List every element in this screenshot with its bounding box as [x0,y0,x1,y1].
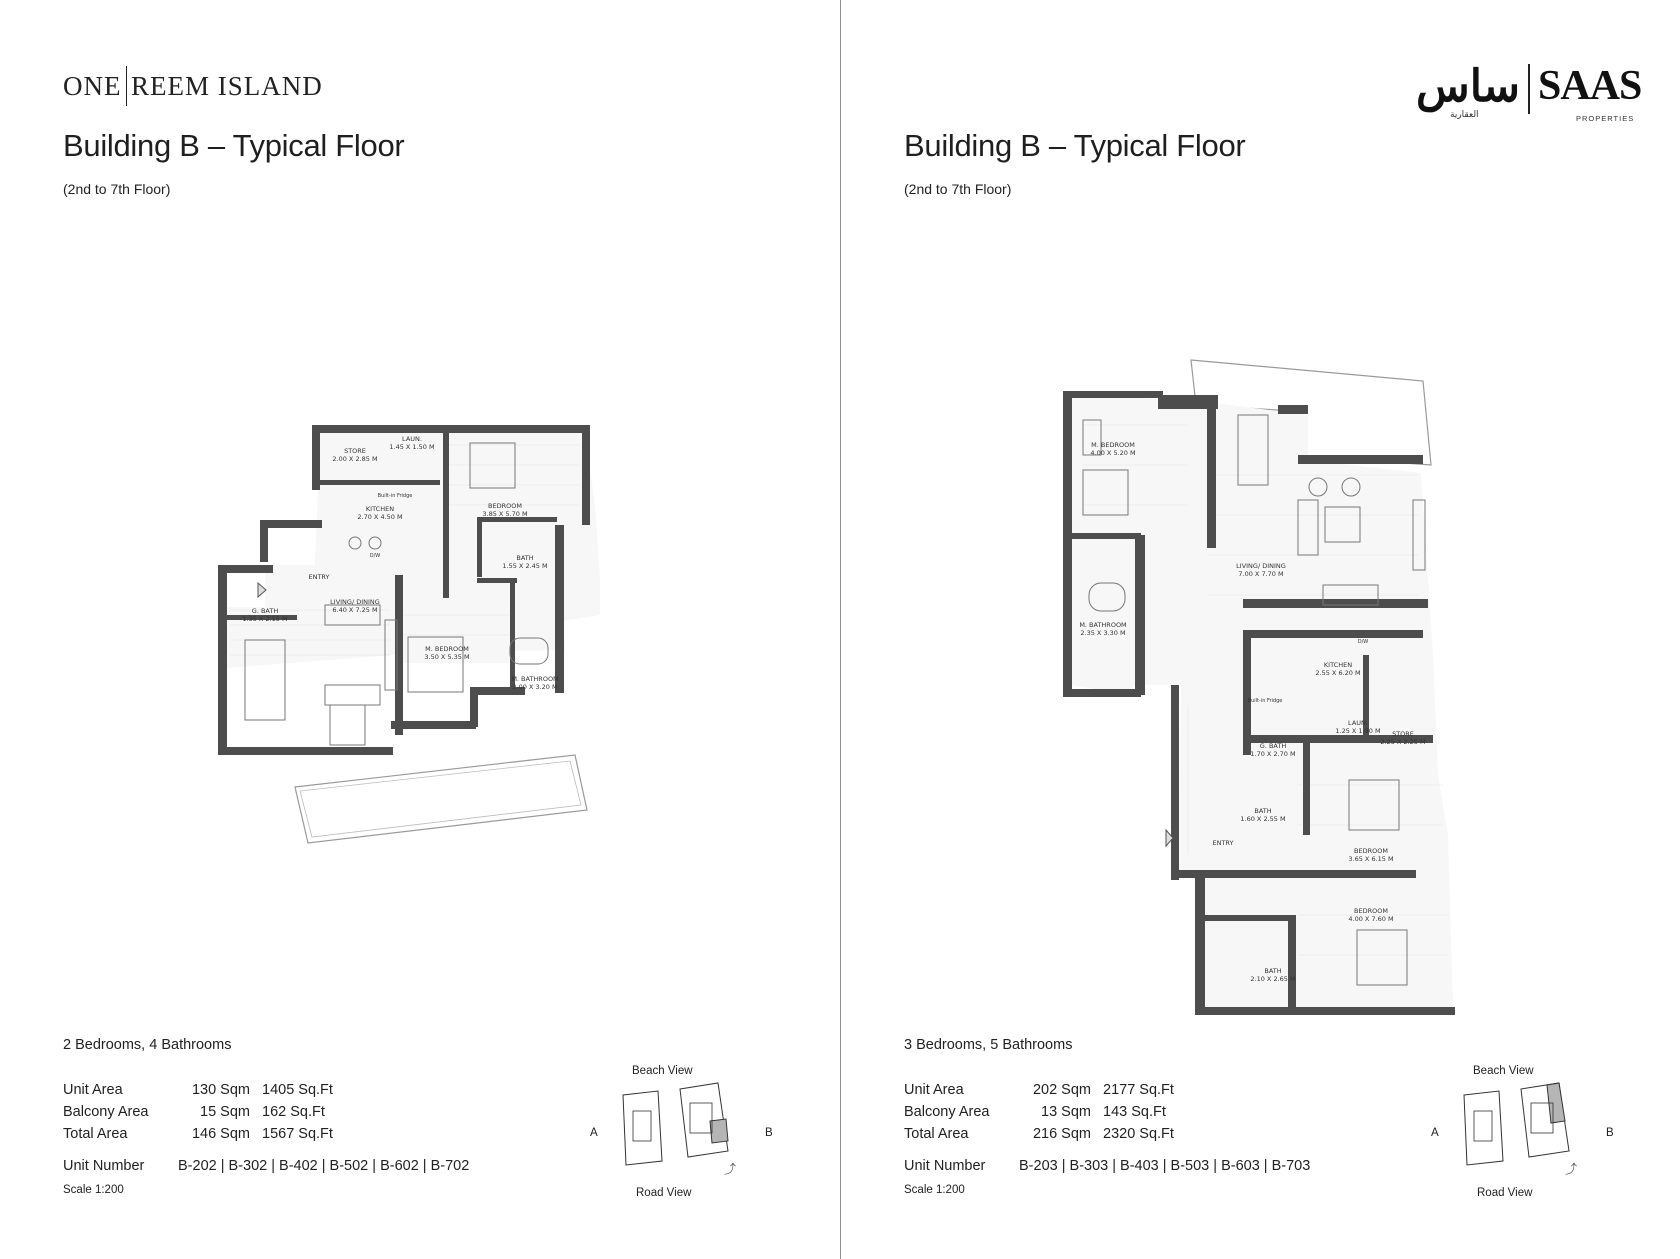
room-size: 2.70 X 4.50 M [357,513,403,521]
room-size: 4.00 X 5.20 M [1090,449,1136,457]
room-size: 1.70 X 2.70 M [1250,750,1296,758]
room-size: 1.60 X 2.55 M [1240,815,1286,823]
room-name: KITCHEN [1323,661,1353,669]
north-arrow-icon: ⤴ [1565,1162,1578,1176]
area-sqm: 13 Sqm [1041,1104,1091,1120]
key-plan-side-a: A [590,1127,598,1139]
building-a-outline [623,1091,662,1165]
bed-bath-summary: 3 Bedrooms, 5 Bathrooms [904,1037,1073,1053]
key-plan-beach-view: Beach View [1473,1065,1534,1077]
room-name: M. BATHROOM [1079,621,1127,629]
area-sqft: 162 Sq.Ft [262,1104,325,1120]
brand-name-one: ONE [63,70,122,101]
area-sqft: 2177 Sq.Ft [1103,1082,1174,1098]
key-plan-side-b: B [1606,1127,1614,1139]
floor-plan-drawing [215,425,625,845]
room-size: 2.35 X 3.30 M [1080,629,1126,637]
unit-number-row [904,1158,1310,1174]
room-name: M. BATHROOM [511,675,559,683]
brand-name-reem: REEM ISLAND [131,70,323,101]
area-sqm: 202 Sqm [1032,1082,1091,1098]
room-name: BEDROOM [488,502,522,510]
area-row [904,1123,1174,1145]
key-plan-diagram [1459,1081,1599,1181]
area-label: Total Area [904,1126,969,1142]
room-name: BATH [516,554,534,562]
room-name: BATH [1264,967,1282,975]
room-name: STORE [1392,730,1414,738]
room-name: BEDROOM [1354,907,1388,915]
room-size: 1.45 X 1.50 M [389,443,435,451]
north-arrow-icon: ⤴ [724,1162,737,1176]
room-size: 6.40 X 7.25 M [332,606,378,614]
area-sqft: 2320 Sq.Ft [1103,1126,1174,1142]
key-plan-side-b: B [765,1127,773,1139]
room-size: 3.65 X 6.15 M [1348,855,1394,863]
unit-number-values: B-202 | B-302 | B-402 | B-502 | B-602 | B-702 [178,1158,470,1174]
area-sqm: 130 Sqm [191,1082,250,1098]
key-plan-beach-view: Beach View [632,1065,693,1077]
area-label: Total Area [63,1126,128,1142]
page-title: Building B – Typical Floor [904,128,1246,163]
scale-note: Scale 1:200 [904,1184,965,1196]
key-plan-road-view: Road View [636,1187,692,1199]
area-label: Balcony Area [904,1104,990,1120]
unit-number-row [63,1158,469,1174]
bed-bath-summary: 2 Bedrooms, 4 Bathrooms [63,1037,232,1053]
room-name: KITCHEN [365,505,395,513]
room-name: LIVING/ DINING [330,598,380,606]
area-table [904,1079,1174,1145]
key-plan-road-view: Road View [1477,1187,1533,1199]
page-subtitle: (2nd to 7th Floor) [63,181,171,197]
area-sqft: 1405 Sq.Ft [262,1082,333,1098]
brand-logo [63,66,323,106]
room-name: M. BEDROOM [425,645,469,653]
building-a-outline [1464,1091,1503,1165]
floor-plan [1063,355,1463,1020]
area-sqm: 15 Sqm [200,1104,250,1120]
room-name: BEDROOM [1354,847,1388,855]
logo-english-name: SAAS [1538,63,1642,109]
brand-separator [126,66,128,106]
room-name: LAUN. [1348,719,1368,727]
area-row [63,1123,333,1145]
room-name: G. BATH [251,607,279,615]
fixture-label: D/W [369,553,381,559]
room-size: 4.00 X 7.60 M [1348,915,1394,923]
room-size: 2.25 X 2.25 M [1380,738,1426,746]
key-plan-side-a: A [1431,1127,1439,1139]
page-title: Building B – Typical Floor [63,128,405,163]
room-name: LIVING/ DINING [1236,562,1286,570]
area-row [904,1101,1174,1123]
logo-arabic-name: ساس [1416,61,1520,112]
floor-plan [215,425,625,845]
room-name: ENTRY [308,573,330,581]
area-sqft: 143 Sq.Ft [1103,1104,1166,1120]
fixture-label: Built-in Fridge [377,493,413,499]
logo-separator [1528,64,1530,114]
room-size: 1.55 X 2.45 M [502,562,548,570]
room-name: STORE [344,447,366,455]
room-size: 7.00 X 7.70 M [1238,570,1284,578]
right-page [841,0,1680,1259]
area-sqm: 216 Sqm [1032,1126,1091,1142]
balcony-inner [300,761,581,837]
floor-area [225,431,600,668]
scale-note: Scale 1:200 [63,1184,124,1196]
unit-number-label: Unit Number [63,1158,145,1174]
room-size: 3.85 X 5.70 M [482,510,528,518]
area-label: Balcony Area [63,1104,149,1120]
fixture-label: D/W [1357,639,1369,645]
area-label: Unit Area [63,1082,123,1098]
area-table [63,1079,333,1145]
page-subtitle: (2nd to 7th Floor) [904,181,1012,197]
floor-plan-drawing [1063,355,1463,1020]
unit-number-label: Unit Number [904,1158,986,1174]
saas-logo [1416,60,1641,124]
key-plan [580,1065,780,1205]
room-name: ENTRY [1212,839,1234,847]
room-size: 2.55 X 6.20 M [1315,669,1361,677]
room-size: 1.25 X 1.80 M [1335,727,1381,735]
room-size: 2.00 X 2.85 M [332,455,378,463]
area-row [63,1101,333,1123]
area-label: Unit Area [904,1082,964,1098]
area-row [904,1079,1174,1101]
room-size: 1.35 X 2.15 M [242,615,288,623]
area-row [63,1079,333,1101]
unit-highlight [710,1119,728,1143]
area-sqm: 146 Sqm [191,1126,250,1142]
key-plan [1421,1065,1621,1205]
area-sqft: 1567 Sq.Ft [262,1126,333,1142]
room-size: 2.10 X 2.65 M [1250,975,1296,983]
balcony-outline [295,755,587,843]
fixture-label: Built-in Fridge [1247,698,1283,704]
room-size: 3.50 X 5.35 M [424,653,470,661]
key-plan-diagram [618,1081,758,1181]
room-name: G. BATH [1259,742,1287,750]
logo-arabic-sub: العقارية [1450,110,1479,120]
room-name: BATH [1254,807,1272,815]
unit-number-values: B-203 | B-303 | B-403 | B-503 | B-603 | B-703 [1019,1158,1311,1174]
room-name: LAUN. [402,435,422,443]
room-size: 2.00 X 3.20 M [512,683,558,691]
entry-arrow-icon [258,583,266,597]
room-name: M. BEDROOM [1091,441,1135,449]
logo-english-sub: PROPERTIES [1576,114,1635,123]
